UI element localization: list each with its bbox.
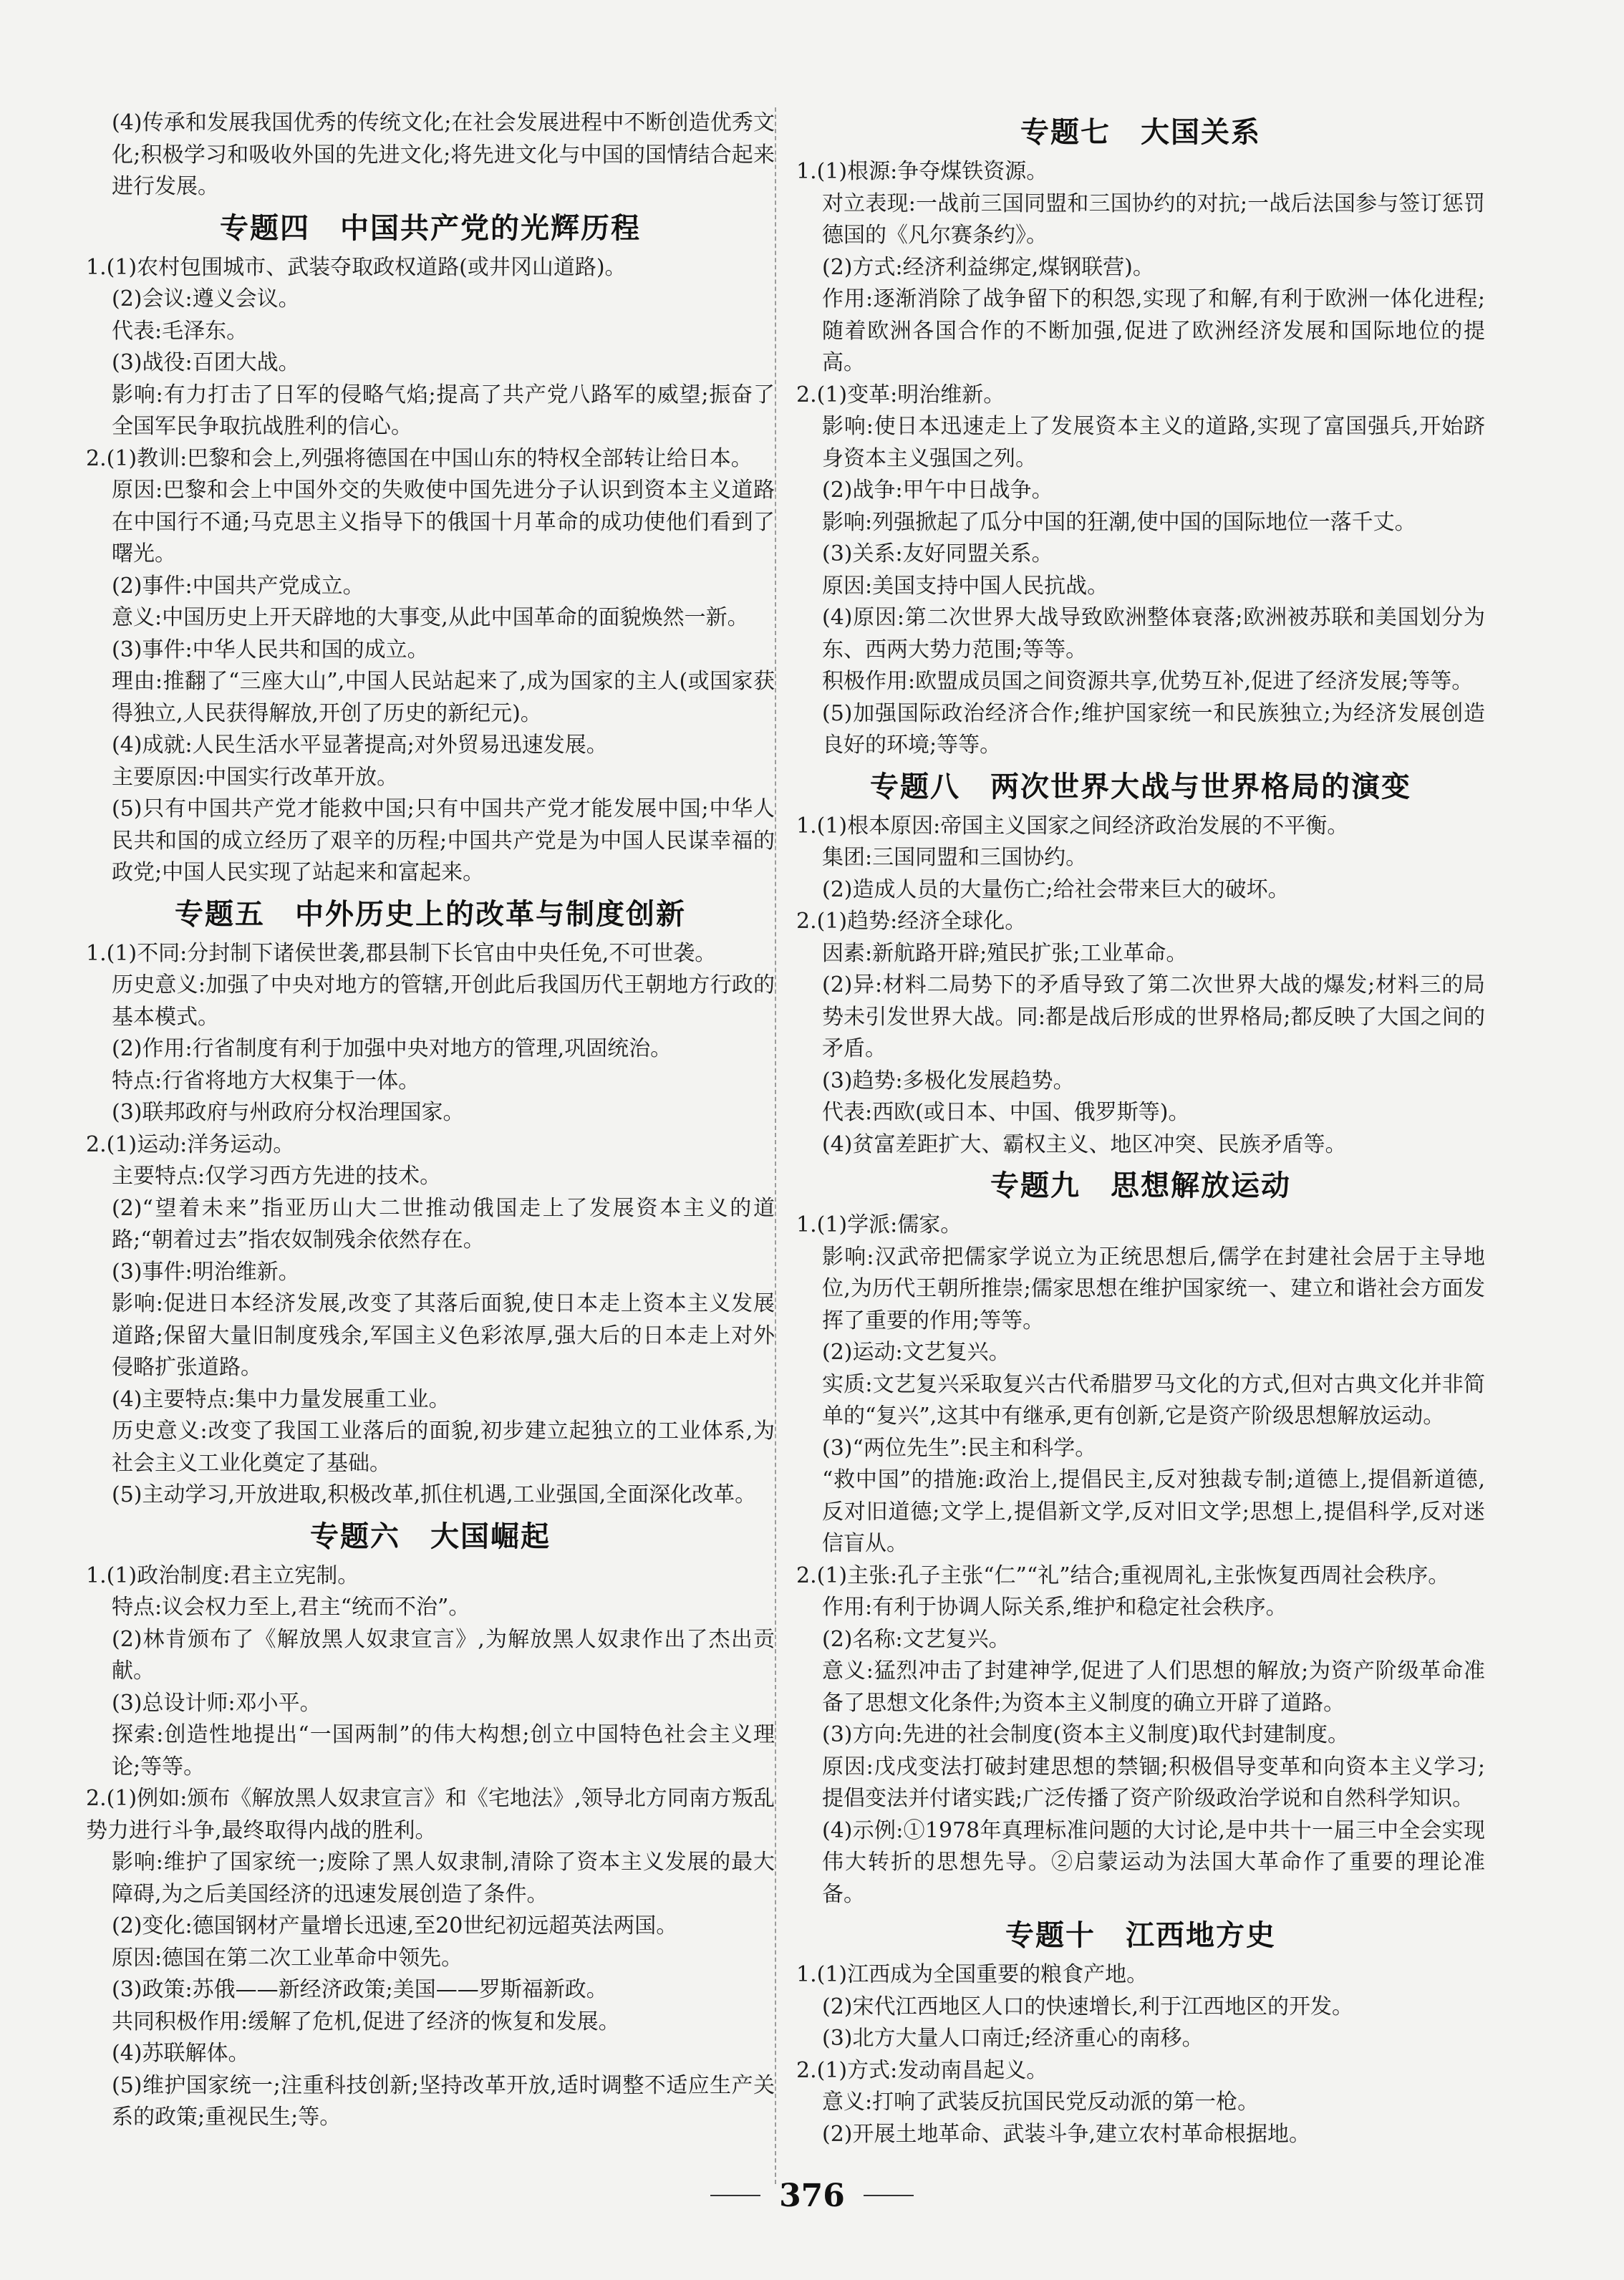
answer-line: 代表:西欧(或日本、中国、俄罗斯等)。	[822, 1100, 1190, 1125]
answer-line: 影响:使日本迅速走上了发展资本主义的道路,实现了富国强兵,开始跻身资本主义强国之列。	[822, 414, 1485, 471]
question-item: 2.(1)教训:巴黎和会上,列强将德国在中国山东的特权全部转让给日本。	[86, 445, 753, 471]
answer-line: (5)只有中国共产党才能救中国;只有中国共产党才能发展中国;中华人民共和国的成立经历了艰辛的历程;中国共产党是为中国人民谋幸福的政党;中国人民实现了站起来和富起来。	[112, 796, 775, 885]
right-column	[796, 107, 1485, 2150]
answer-line: (3)方向:先进的社会制度(资本主义制度)取代封建制度。	[822, 1722, 1350, 1747]
answer-line: (4)贫富差距扩大、霸权主义、地区冲突、民族矛盾等。	[822, 1131, 1347, 1157]
answer-line: 意义:中国历史上开天辟地的大事变,从此中国革命的面貌焕然一新。	[112, 605, 749, 630]
answer-line: (3)战役:百团大战。	[112, 350, 300, 375]
answer-line: (3)“两位先生”:民主和科学。	[822, 1435, 1097, 1461]
answer-line: 意义:猛烈冲击了封建神学,促进了人们思想的解放;为资产阶级革命准备了思想文化条件;为资本主义制度的确立开辟了道路。	[822, 1658, 1485, 1716]
answer-line: (3)总设计师:邓小平。	[112, 1690, 322, 1716]
answer-line: 影响:有力打击了日军的侵略气焰;提高了共产党八路军的威望;振奋了全国军民争取抗战胜利的信心。	[112, 382, 775, 439]
answer-line: 原因:巴黎和会上中国外交的失败使中国先进分子认识到资本主义道路在中国行不通;马克思主义指导下的俄国十月革命的成功使他们看到了曙光。	[112, 478, 775, 566]
question-item: 2.(1)主张:孔子主张“仁”“礼”结合;重视周礼,主张恢复西周社会秩序。	[796, 1562, 1450, 1588]
answer-line: (2)方式:经济利益绑定,煤钢联营)。	[822, 254, 1154, 280]
answer-line: (2)事件:中国共产党成立。	[112, 573, 364, 599]
answer-line: (2)作用:行省制度有利于加强中央对地方的管理,巩固统治。	[112, 1036, 672, 1061]
question-item: 1.(1)根源:争夺煤铁资源。	[796, 159, 1048, 184]
answer-line: 主要特点:仅学习西方先进的技术。	[112, 1164, 442, 1189]
answer-line: (2)宋代江西地区人口的快速增长,利于江西地区的开发。	[822, 1994, 1354, 2019]
question-item: 1.(1)江西成为全国重要的粮食产地。	[796, 1962, 1149, 1987]
answer-line: 原因:戊戌变法打破封建思想的禁锢;积极倡导变革和向资本主义学习;提倡变法并付诸实践;广泛传播了资产阶级政治学说和自然科学知识。	[822, 1754, 1485, 1811]
answer-line: (2)运动:文艺复兴。	[822, 1340, 1010, 1365]
answer-line: 历史意义:加强了中央对地方的管辖,开创此后我国历代王朝地方行政的基本模式。	[112, 972, 775, 1030]
question-item: 1.(1)不同:分封制下诸侯世袭,郡县制下长官由中央任免,不可世袭。	[86, 940, 717, 966]
section-heading: 专题八 两次世界大战与世界格局的演变	[870, 770, 1411, 803]
answer-line: (4)传承和发展我国优秀的传统文化;在社会发展进程中不断创造优秀文化;积极学习和吸收外国的先进文化;将先进文化与中国的国情结合起来进行发展。	[112, 110, 775, 199]
question-item: 2.(1)例如:颁布《解放黑人奴隶宣言》和《宅地法》,领导北方同南方叛乱势力进行斗争,最终取得内战的胜利。	[86, 1786, 775, 1843]
answer-line: (5)维护国家统一;注重科技创新;坚持改革开放,适时调整不适应生产关系的政策;重视民生;等。	[112, 2072, 775, 2130]
answer-line: 作用:逐渐消除了战争留下的积怨,实现了和解,有利于欧洲一体化进程;随着欧洲各国合作的不断加强,促进了欧洲经济发展和国际地位的提高。	[822, 286, 1485, 375]
answer-line: 原因:德国在第二次工业革命中领先。	[112, 1945, 463, 1971]
answer-line: (4)示例:①1978年真理标准问题的大讨论,是中共十一届三中全会实现伟大转折的思想先导。②启蒙运动为法国大革命作了重要的理论准备。	[822, 1817, 1485, 1907]
answer-line: (2)造成人员的大量伤亡;给社会带来巨大的破坏。	[822, 876, 1290, 902]
question-item: 1.(1)学派:儒家。	[796, 1212, 962, 1237]
answer-line: 积极作用:欧盟成员国之间资源共享,优势互补,促进了经济发展;等等。	[822, 669, 1474, 694]
answer-line: 代表:毛泽东。	[112, 318, 248, 344]
answer-line: 因素:新航路开辟;殖民扩张;工业革命。	[822, 940, 1188, 966]
section-heading: 专题九 思想解放运动	[990, 1169, 1291, 1202]
question-item: 1.(1)政治制度:君主立宪制。	[86, 1562, 359, 1588]
answer-line: 原因:美国支持中国人民抗战。	[822, 573, 1109, 599]
answer-line: (5)加强国际政治经济合作;维护国家统一和民族独立;为经济发展创造良好的环境;等等。	[822, 700, 1485, 758]
answer-line: 影响:维护了国家统一;废除了黑人奴隶制,清除了资本主义发展的最大障碍,为之后美国经济的迅速发展创造了条件。	[112, 1850, 775, 1907]
question-item: 2.(1)趋势:经济全球化。	[796, 909, 1027, 934]
question-item: 2.(1)方式:发动南昌起义。	[796, 2057, 1048, 2083]
answer-line: (3)关系:友好同盟关系。	[822, 541, 1053, 566]
answer-line: 对立表现:一战前三国同盟和三国协约的对抗;一战后法国参与签订惩罚德国的《凡尔赛条约》。	[822, 190, 1485, 248]
answer-line: 主要原因:中国实行改革开放。	[112, 764, 399, 790]
section-heading: 专题十 江西地方史	[1005, 1919, 1276, 1952]
answer-line: 特点:行省将地方大权集于一体。	[112, 1068, 420, 1093]
answer-line: (2)“望着未来”指亚历山大二世推动俄国走上了发展资本主义的道路;“朝着过去”指农奴制残余依然存在。	[112, 1195, 775, 1252]
answer-line: 理由:推翻了“三座大山”,中国人民站起来了,成为国家的主人(或国家获得独立,人民获得解放,开创了历史的新纪元)。	[112, 669, 775, 726]
answer-line: 实质:文艺复兴采取复兴古代希腊罗马文化的方式,但对古典文化并非简单的“复兴”,这其中有继承,更有创新,它是资产阶级思想解放运动。	[822, 1371, 1485, 1429]
answer-line: (4)成就:人民生活水平显著提高;对外贸易迅速发展。	[112, 733, 608, 758]
answer-line: (2)林肯颁布了《解放黑人奴隶宣言》,为解放黑人奴隶作出了杰出贡献。	[112, 1626, 775, 1684]
answer-line: (2)会议:遵义会议。	[112, 286, 300, 311]
answer-line: (4)主要特点:集中力量发展重工业。	[112, 1386, 450, 1412]
question-item: 1.(1)根本原因:帝国主义国家之间经济政治发展的不平衡。	[796, 813, 1349, 839]
section-heading: 专题六 大国崛起	[310, 1520, 551, 1553]
answer-line: (4)苏联解体。	[112, 2041, 250, 2066]
answer-line: 影响:汉武帝把儒家学说立为正统思想后,儒学在封建社会居于主导地位,为历代王朝所推崇;儒家思想在维护国家统一、建立和谐社会方面发挥了重要的作用;等等。	[822, 1244, 1485, 1333]
answer-line: (3)事件:中华人民共和国的成立。	[112, 637, 429, 662]
answer-line: 集团:三国同盟和三国协约。	[822, 845, 1088, 870]
answer-line: (2)战争:甲午中日战争。	[822, 478, 1053, 503]
answer-line: (3)事件:明治维新。	[112, 1259, 300, 1285]
answer-line: (3)趋势:多极化发展趋势。	[822, 1068, 1075, 1093]
footer-dash-left	[710, 2195, 760, 2196]
column-divider	[775, 107, 776, 2184]
answer-line: 作用:有利于协调人际关系,维护和稳定社会秩序。	[822, 1595, 1287, 1620]
answer-line: 影响:列强掀起了瓜分中国的狂潮,使中国的国际地位一落千丈。	[822, 509, 1416, 535]
answer-line: 特点:议会权力至上,君主“统而不治”。	[112, 1595, 470, 1620]
answer-line: (2)开展土地革命、武装斗争,建立农村革命根据地。	[822, 2121, 1311, 2147]
answer-line: (5)主动学习,开放进取,积极改革,抓住机遇,工业强国,全面深化改革。	[112, 1482, 757, 1507]
answer-line: (3)北方大量人口南迁;经济重心的南移。	[822, 2026, 1204, 2051]
answer-line: 探索:创造性地提出“一国两制”的伟大构想;创立中国特色社会主义理论;等等。	[112, 1722, 775, 1779]
question-item: 2.(1)变革:明治维新。	[796, 382, 1005, 407]
page-number: 376	[779, 2177, 845, 2214]
answer-line: (3)联邦政府与州政府分权治理国家。	[112, 1100, 465, 1125]
answer-line: (2)名称:文艺复兴。	[822, 1626, 1010, 1652]
section-heading: 专题五 中外历史上的改革与制度创新	[175, 897, 686, 931]
answer-line: 共同积极作用:缓解了危机,促进了经济的恢复和发展。	[112, 2009, 620, 2034]
answer-line: “救中国”的措施:政治上,提倡民主,反对独裁专制;道德上,提倡新道德,反对旧道德;文学上,提倡新文学,反对旧文学;思想上,提倡科学,反对迷信盲从。	[822, 1467, 1485, 1556]
question-item: 1.(1)农村包围城市、武装夺取政权道路(或井冈山道路)。	[86, 254, 627, 280]
section-heading: 专题四 中国共产党的光辉历程	[220, 211, 641, 245]
footer-dash-right	[864, 2195, 914, 2196]
answer-line: 意义:打响了武装反抗国民党反动派的第一枪。	[822, 2090, 1260, 2115]
page-footer	[0, 2174, 1624, 2217]
answer-line: 历史意义:改变了我国工业落后的面貌,初步建立起独立的工业体系,为社会主义工业化奠定了基础。	[112, 1419, 775, 1476]
answer-line: (2)异:材料二局势下的矛盾导致了第二次世界大战的爆发;材料三的局势未引发世界大战。同:都是战后形成的世界格局;都反映了大国之间的矛盾。	[822, 972, 1485, 1061]
left-column	[86, 107, 775, 2134]
answer-line: 影响:促进日本经济发展,改变了其落后面貌,使日本走上资本主义发展道路;保留大量旧制度残余,军国主义色彩浓厚,强大后的日本走上对外侵略扩张道路。	[112, 1291, 775, 1380]
answer-line: (2)变化:德国钢材产量增长迅速,至20世纪初远超英法两国。	[112, 1913, 678, 1938]
question-item: 2.(1)运动:洋务运动。	[86, 1131, 295, 1157]
section-heading: 专题七 大国关系	[1020, 116, 1261, 149]
answer-line: (4)原因:第二次世界大战导致欧洲整体衰落;欧洲被苏联和美国划分为东、西两大势力范围;等等。	[822, 605, 1485, 662]
answer-line: (3)政策:苏俄——新经济政策;美国——罗斯福新政。	[112, 1977, 608, 2002]
